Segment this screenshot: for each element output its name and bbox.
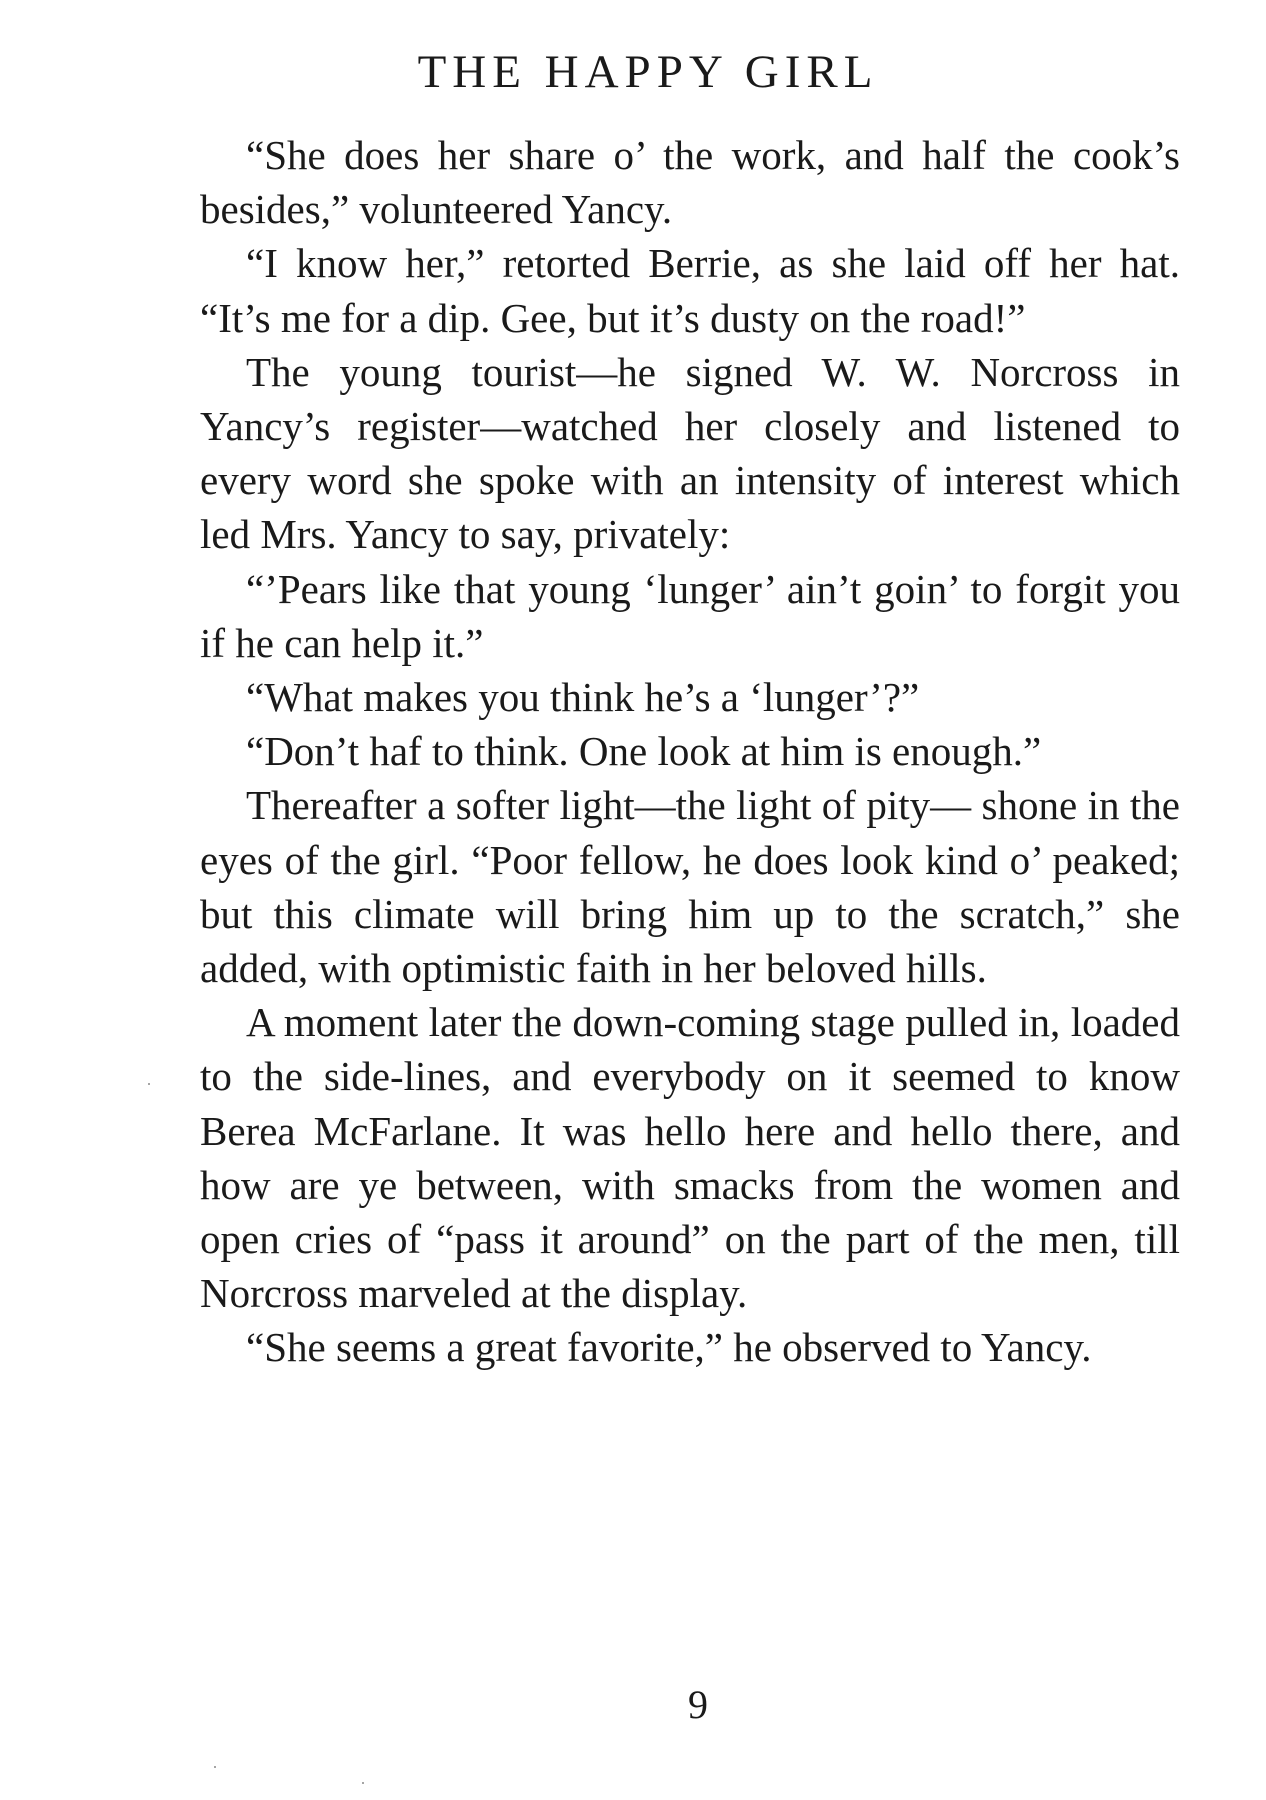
paragraph: “’Pears like that young ‘lunger’ ain’t goin’ to forgit you if he can help it.” xyxy=(200,565,1180,666)
paper-speck xyxy=(214,1766,216,1768)
paper-speck xyxy=(148,1083,150,1085)
paragraph: “She does her share o’ the work, and half the cook’s besides,” volunteered Yancy. xyxy=(200,132,1180,233)
paragraph: “What makes you think he’s a ‘lunger’?” xyxy=(246,674,920,721)
running-title: THE HAPPY GIRL xyxy=(417,46,879,98)
paper-speck xyxy=(362,1782,364,1784)
paragraph: “She seems a great favorite,” he observed to Yancy. xyxy=(246,1324,1092,1371)
paragraph: Thereafter a softer light—the light of pity— shone in the eyes of the girl. “Poor fellow, he does look kind o’ peaked; but this climate will bring him up to the scratch,” she added, with optimistic faith in her beloved hills. xyxy=(200,782,1180,992)
body-text xyxy=(200,128,1180,1375)
paragraph: The young tourist—he signed W. W. Norcross in Yancy’s register—watched her closely and listened to every word she spoke with an intensity of interest which led Mrs. Yancy to say, privately: xyxy=(200,348,1180,558)
paragraph: “I know her,” retorted Berrie, as she laid off her hat. “It’s me for a dip. Gee, but it’s dusty on the road!” xyxy=(200,240,1180,341)
paragraph: A moment later the down-coming stage pulled in, loaded to the side-lines, and everybody on it seemed to know Berea McFarlane. It was hello here and hello there, and how are ye between, with smacks from the women and open cries of “pass it around” on the part of the men, till Norcross marveled at the display. xyxy=(200,999,1180,1317)
paragraph: “Don’t haf to think. One look at him is enough.” xyxy=(246,728,1042,775)
page-number: 9 xyxy=(688,1682,708,1727)
